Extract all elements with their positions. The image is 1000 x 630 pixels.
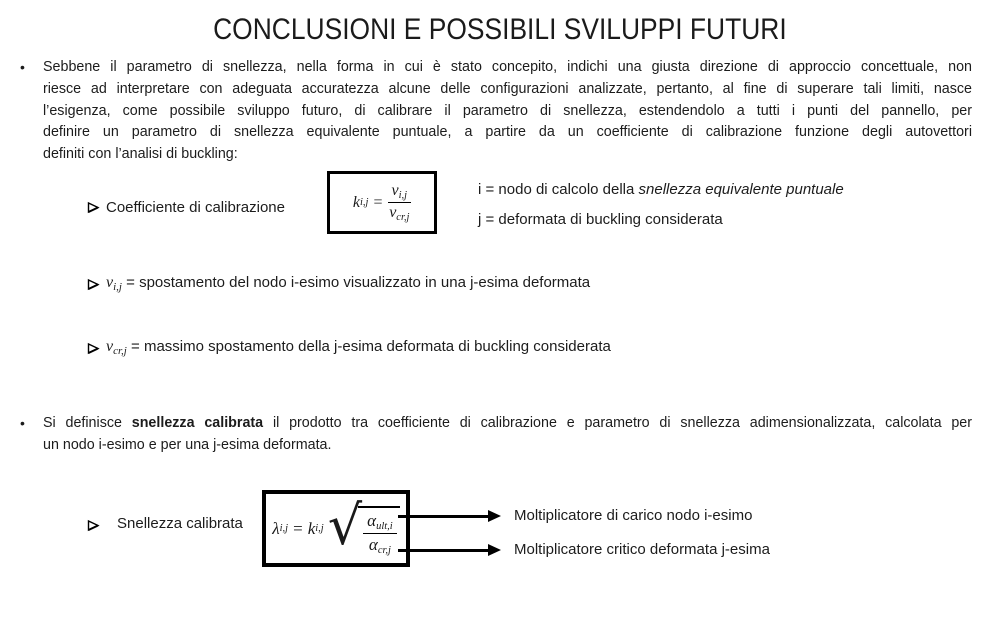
- square-root: [327, 494, 400, 557]
- text-segment: il prodotto tra coefficiente di calibrazione e parametro di snellezza adimensionalizzata, calcolata per: [263, 415, 972, 431]
- fraction-denominator: [363, 534, 397, 556]
- calibration-label: Coefficiente di calibrazione: [106, 199, 285, 216]
- calibrated-formula: [272, 494, 399, 557]
- formula-k-sub: i,j: [360, 197, 369, 208]
- formula-alpha-cr: α: [368, 535, 378, 554]
- calibration-formula-box: [327, 171, 437, 234]
- fraction-numerator: [363, 511, 397, 534]
- note-j: j = deformata di buckling considerata: [478, 211, 723, 228]
- intro-line: definiti con l’analisi di buckling:: [43, 146, 238, 163]
- arrow1-label: Moltiplicatore di carico nodo i-esimo: [514, 507, 753, 524]
- arrowhead-bullet-icon: [87, 201, 100, 214]
- fraction-denominator: [388, 203, 412, 223]
- radicand: [358, 506, 400, 556]
- intro-line: definire un parametro di snellezza equivalente puntuale, a partire da un coefficiente di calibrazione funzione degli autovettori: [43, 124, 972, 141]
- text-segment: cr,j: [113, 345, 127, 357]
- formula-k: k: [352, 193, 361, 211]
- note-i: [478, 181, 844, 198]
- calibrated-label: Snellezza calibrata: [117, 515, 243, 532]
- bullet-marker: •: [20, 59, 25, 75]
- formula-vcr-sub: cr,j: [396, 212, 410, 223]
- arrow-line: [398, 515, 488, 518]
- formula-alpha-ult-sub: ult,i: [376, 521, 393, 532]
- definition-vij: [106, 274, 590, 293]
- text-segment: i,j: [113, 281, 122, 293]
- page-title-text: CONCLUSIONI E POSSIBILI SVILUPPI FUTURI: [213, 13, 787, 46]
- text-segment: snellezza calibrata: [131, 415, 264, 431]
- text-segment: = spostamento del nodo i-esimo visualizzato in una j-esima deformata: [121, 274, 591, 291]
- fraction-numerator: [388, 182, 412, 203]
- page-title: [0, 13, 1000, 47]
- formula-lambda: λ: [272, 518, 280, 538]
- definition-vcrj: [106, 338, 611, 357]
- intro-line: l’esigenza, come possibile sviluppo futuro, di calibrare il parametro di snellezza, estendendolo a tutti i punti del pannello, per: [43, 102, 972, 119]
- calibrated-line: [43, 413, 972, 435]
- bullet-marker: •: [20, 415, 25, 431]
- text-segment: = massimo spostamento della j-esima deformata di buckling considerata: [126, 338, 611, 355]
- arrow2-label: Moltiplicatore critico deformata j-esima: [514, 541, 770, 558]
- formula-k: k: [307, 518, 316, 538]
- intro-paragraph: [43, 57, 972, 166]
- text-segment: Si definisce: [43, 415, 132, 431]
- text-segment: i = nodo di calcolo della: [478, 181, 639, 198]
- calibrated-formula-box: [262, 490, 410, 567]
- equals-sign: =: [373, 193, 383, 211]
- text-segment: v: [106, 338, 114, 355]
- calibrated-paragraph: [43, 413, 972, 457]
- formula-alpha-cr-sub: cr,j: [377, 545, 391, 556]
- formula-k-sub: i,j: [315, 523, 324, 534]
- arrow-line: [398, 549, 488, 552]
- calibrated-line: un nodo i-esimo e per una j-esima deformata.: [43, 436, 332, 453]
- formula-v-sub: i,j: [398, 190, 408, 201]
- formula-alpha-ult: α: [367, 511, 377, 530]
- formula-vcr: v: [389, 204, 397, 221]
- equals-sign: =: [293, 518, 303, 538]
- radical-sign: √: [327, 494, 363, 557]
- fraction: [363, 511, 397, 556]
- text-segment: snellezza equivalente puntuale: [638, 181, 844, 198]
- formula-lambda-sub: i,j: [279, 523, 289, 534]
- intro-line: riesce ad interpretare con adeguata accuratezza alcune delle configurazioni analizzate, pertanto, al fine di superare tali limiti, nasce: [43, 80, 972, 97]
- arrow-head-icon: [488, 510, 501, 522]
- arrowhead-bullet-icon: [87, 519, 100, 532]
- arrowhead-bullet-icon: [87, 342, 100, 355]
- intro-line: Sebbene il parametro di snellezza, nella forma in cui è stato concepito, indichi una giusta direzione di approccio concettuale, non: [43, 59, 972, 75]
- fraction: [388, 182, 412, 223]
- arrowhead-bullet-icon: [87, 278, 100, 291]
- text-segment: v: [106, 274, 114, 291]
- calibration-formula: [353, 182, 411, 223]
- arrow-head-icon: [488, 544, 501, 556]
- formula-v: v: [391, 182, 399, 199]
